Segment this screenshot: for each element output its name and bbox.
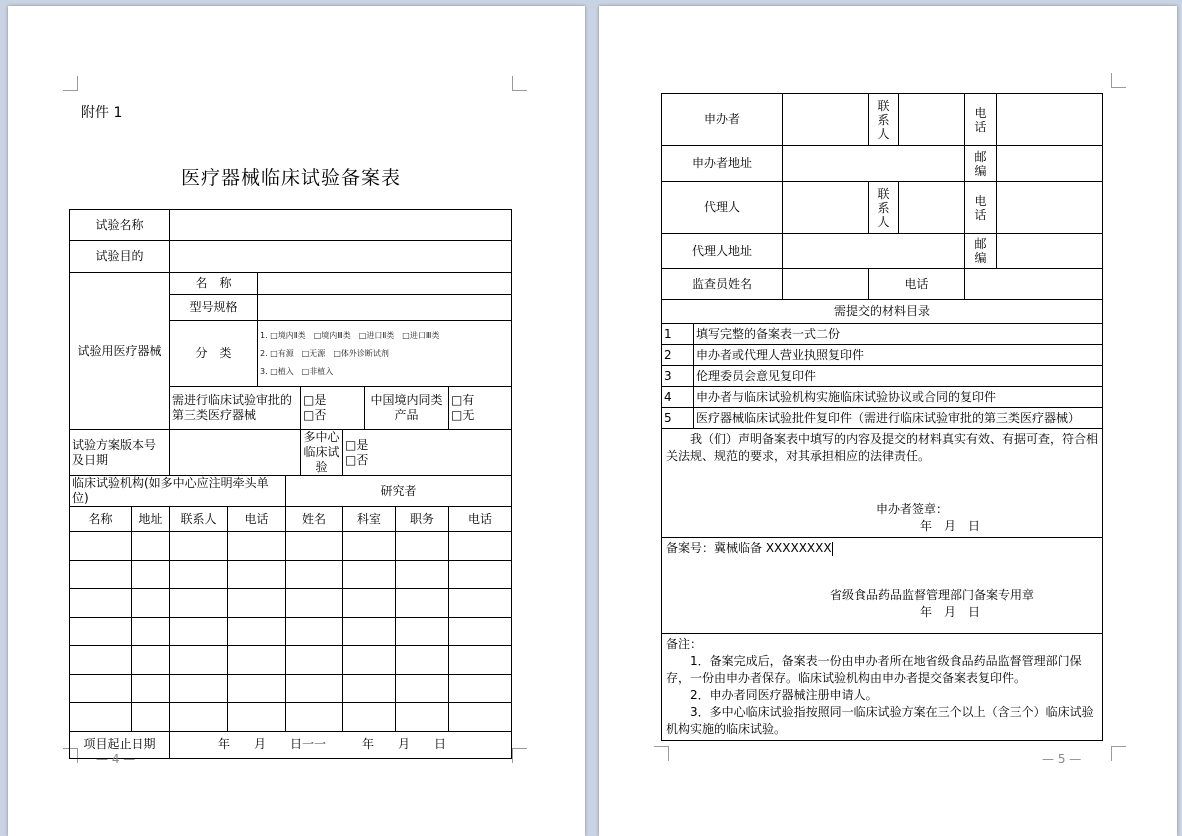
institution-cell[interactable] [343, 617, 396, 646]
institution-cell[interactable] [170, 674, 228, 703]
material-number: 4 [662, 387, 694, 408]
institution-cell[interactable] [70, 703, 132, 732]
monitor-phone-label: 电话 [869, 269, 965, 300]
sponsor-phone-field[interactable] [997, 94, 1103, 146]
material-number: 1 [662, 324, 694, 345]
inst-header-contact: 联系人 [170, 507, 228, 532]
institution-cell[interactable] [70, 674, 132, 703]
material-row [662, 345, 1103, 366]
institution-cell[interactable] [228, 674, 286, 703]
material-number: 5 [662, 408, 694, 429]
institution-cell[interactable] [132, 589, 170, 618]
institution-cell[interactable] [396, 703, 449, 732]
institution-cell[interactable] [449, 589, 512, 618]
institution-cell[interactable] [228, 646, 286, 675]
material-row [662, 387, 1103, 408]
material-text: 填写完整的备案表一式二份 [694, 324, 1103, 345]
crop-mark [512, 76, 527, 91]
page-number: — 5 — [1042, 752, 1082, 766]
approval-label: 需进行临床试验审批的第三类医疗器械 [170, 387, 301, 430]
institution-cell[interactable] [132, 532, 170, 561]
monitor-label: 监查员姓名 [662, 269, 783, 300]
inv-header-name: 姓名 [286, 507, 343, 532]
institution-cell[interactable] [170, 532, 228, 561]
institution-cell[interactable] [170, 617, 228, 646]
institution-cell[interactable] [286, 646, 343, 675]
inv-header-dept: 科室 [343, 507, 396, 532]
class-label: 分 类 [170, 321, 258, 387]
institution-cell[interactable] [396, 589, 449, 618]
domestic-product-label: 中国境内同类产品 [365, 387, 449, 430]
monitor-field[interactable] [783, 269, 869, 300]
agent-phone-field[interactable] [997, 182, 1103, 234]
material-number: 2 [662, 345, 694, 366]
institution-cell[interactable] [170, 589, 228, 618]
filing-form-table [69, 209, 512, 759]
materials-title: 需提交的材料目录 [662, 300, 1103, 324]
material-text: 申办者或代理人营业执照复印件 [694, 345, 1103, 366]
class-options[interactable]: 1. □境内Ⅱ类 □境内Ⅲ类 □进口Ⅱ类 □进口Ⅲ类 2. □有源 □无源 □体外诊断试剂 3. □植入 □非植入 [258, 321, 512, 387]
sponsor-contact-label: 联系人 [869, 94, 899, 146]
form-title: 医疗器械临床试验备案表 [181, 167, 402, 189]
institution-cell[interactable] [449, 617, 512, 646]
institution-cell[interactable] [449, 646, 512, 675]
institution-cell[interactable] [132, 703, 170, 732]
institution-cell[interactable] [228, 532, 286, 561]
period-label: 项目起止日期 [70, 731, 170, 758]
remarks-cell: 备注： 1．备案完成后，备案表一份由申办者所在地省级食品药品监督管理部门保存，一份由申办者保存。临床试验机构由申办者提交备案表复印件。 2．申办者同医疗器械注册申请人。 3．多中心临床试验指按照同一临床试验方案在三个以上（含三个）临床试验机构实施的临床试验。 [662, 634, 1103, 741]
text-cursor [832, 542, 833, 556]
page-number: — 4 — [96, 752, 136, 766]
institution-cell[interactable] [286, 532, 343, 561]
institution-row [70, 674, 512, 703]
institution-cell[interactable] [449, 703, 512, 732]
document-page-5 [599, 6, 1177, 836]
inst-header-name: 名称 [70, 507, 132, 532]
trial-name-field[interactable] [170, 210, 512, 241]
institution-cell[interactable] [286, 674, 343, 703]
trial-purpose-label: 试验目的 [70, 241, 170, 273]
agent-address-field[interactable] [783, 234, 965, 269]
institution-row [70, 589, 512, 618]
sponsor-table [661, 93, 1103, 741]
crop-mark [512, 748, 527, 763]
agent-phone-label: 电话 [965, 182, 997, 234]
institution-row [70, 532, 512, 561]
device-label: 试验用医疗器械 [70, 273, 170, 430]
institution-cell[interactable] [343, 703, 396, 732]
institution-row [70, 560, 512, 589]
institution-cell[interactable] [70, 589, 132, 618]
agent-postcode-label: 邮编 [965, 234, 997, 269]
material-text: 伦理委员会意见复印件 [694, 366, 1103, 387]
inv-header-phone: 电话 [449, 507, 512, 532]
material-text: 申办者与临床试验机构实施临床试验协议或合同的复印件 [694, 387, 1103, 408]
monitor-phone-field[interactable] [965, 269, 1103, 300]
institution-cell[interactable] [70, 617, 132, 646]
institution-cell[interactable] [228, 703, 286, 732]
device-name-field[interactable] [258, 273, 512, 295]
sponsor-contact-field[interactable] [899, 94, 965, 146]
attachment-label: 附件 1 [81, 105, 123, 121]
agent-field[interactable] [783, 182, 869, 234]
inst-header-phone: 电话 [228, 507, 286, 532]
record-number[interactable]: 备案号：冀械临备 XXXXXXXX [666, 541, 832, 555]
agent-contact-label: 联系人 [869, 182, 899, 234]
sponsor-address-field[interactable] [783, 146, 965, 182]
sponsor-label: 申办者 [662, 94, 783, 146]
material-row [662, 366, 1103, 387]
institution-cell[interactable] [170, 646, 228, 675]
institution-cell[interactable] [396, 560, 449, 589]
inst-header-address: 地址 [132, 507, 170, 532]
institution-cell[interactable] [343, 646, 396, 675]
sponsor-postcode-label: 邮编 [965, 146, 997, 182]
trial-name-label: 试验名称 [70, 210, 170, 241]
crop-mark [63, 76, 78, 91]
sponsor-field[interactable] [783, 94, 869, 146]
model-field[interactable] [258, 295, 512, 321]
agent-contact-field[interactable] [899, 182, 965, 234]
institution-cell[interactable] [228, 617, 286, 646]
institution-cell[interactable] [343, 589, 396, 618]
institution-cell[interactable] [343, 532, 396, 561]
institution-cell[interactable] [396, 646, 449, 675]
institution-cell[interactable] [132, 560, 170, 589]
institution-cell[interactable] [286, 589, 343, 618]
crop-mark [654, 746, 669, 761]
institution-cell[interactable] [132, 617, 170, 646]
investigator-label: 研究者 [286, 476, 512, 507]
institution-cell[interactable] [396, 674, 449, 703]
declaration-cell: 我（们）声明备案表中填写的内容及提交的材料真实有效、有据可查，符合相关法规、规范的要求，对其承担相应的法律责任。 申办者签章： 年 月 日 [662, 429, 1103, 538]
institution-cell[interactable] [70, 560, 132, 589]
sponsor-phone-label: 电话 [965, 94, 997, 146]
record-cell: 备案号：冀械临备 XXXXXXXX 省级食品药品监督管理部门备案专用章 年 月 日 [662, 538, 1103, 634]
institution-cell[interactable] [449, 560, 512, 589]
protocol-version-field[interactable] [170, 430, 301, 476]
material-row [662, 324, 1103, 345]
institution-cell[interactable] [70, 646, 132, 675]
institution-row [70, 646, 512, 675]
material-row [662, 408, 1103, 429]
institution-cell[interactable] [170, 703, 228, 732]
institution-cell[interactable] [449, 674, 512, 703]
institution-cell[interactable] [132, 646, 170, 675]
inv-header-title: 职务 [396, 507, 449, 532]
institution-cell[interactable] [286, 703, 343, 732]
multicenter-label: 多中心临床试验 [301, 430, 343, 476]
institution-cell[interactable] [170, 560, 228, 589]
crop-mark [1111, 73, 1126, 88]
institution-row [70, 617, 512, 646]
material-number: 3 [662, 366, 694, 387]
institution-cell[interactable] [286, 617, 343, 646]
protocol-version-label: 试验方案版本号及日期 [70, 430, 170, 476]
sponsor-address-label: 申办者地址 [662, 146, 783, 182]
institution-cell[interactable] [286, 560, 343, 589]
institution-cell[interactable] [70, 532, 132, 561]
domestic-checkboxes[interactable]: □有 □无 [449, 387, 512, 430]
multicenter-checkboxes[interactable]: □是 □否 [343, 430, 512, 476]
institution-cell[interactable] [396, 617, 449, 646]
institution-cell[interactable] [343, 674, 396, 703]
institution-cell[interactable] [228, 560, 286, 589]
crop-mark [1111, 746, 1126, 761]
agent-address-label: 代理人地址 [662, 234, 783, 269]
material-text: 医疗器械临床试验批件复印件（需进行临床试验审批的第三类医疗器械） [694, 408, 1103, 429]
period-field[interactable]: 年 月 日一一 年 月 日 [170, 731, 512, 758]
institution-cell[interactable] [343, 560, 396, 589]
institution-label: 临床试验机构(如多中心应注明牵头单位) [70, 476, 286, 507]
model-label: 型号规格 [170, 295, 258, 321]
institution-cell[interactable] [396, 532, 449, 561]
institution-row [70, 703, 512, 732]
device-name-label: 名 称 [170, 273, 258, 295]
agent-label: 代理人 [662, 182, 783, 234]
approval-checkboxes[interactable]: □是 □否 [301, 387, 365, 430]
document-page-4 [8, 6, 585, 836]
agent-postcode-field[interactable] [997, 234, 1103, 269]
institution-cell[interactable] [132, 674, 170, 703]
trial-purpose-field[interactable] [170, 241, 512, 273]
sponsor-postcode-field[interactable] [997, 146, 1103, 182]
institution-cell[interactable] [449, 532, 512, 561]
institution-cell[interactable] [228, 589, 286, 618]
